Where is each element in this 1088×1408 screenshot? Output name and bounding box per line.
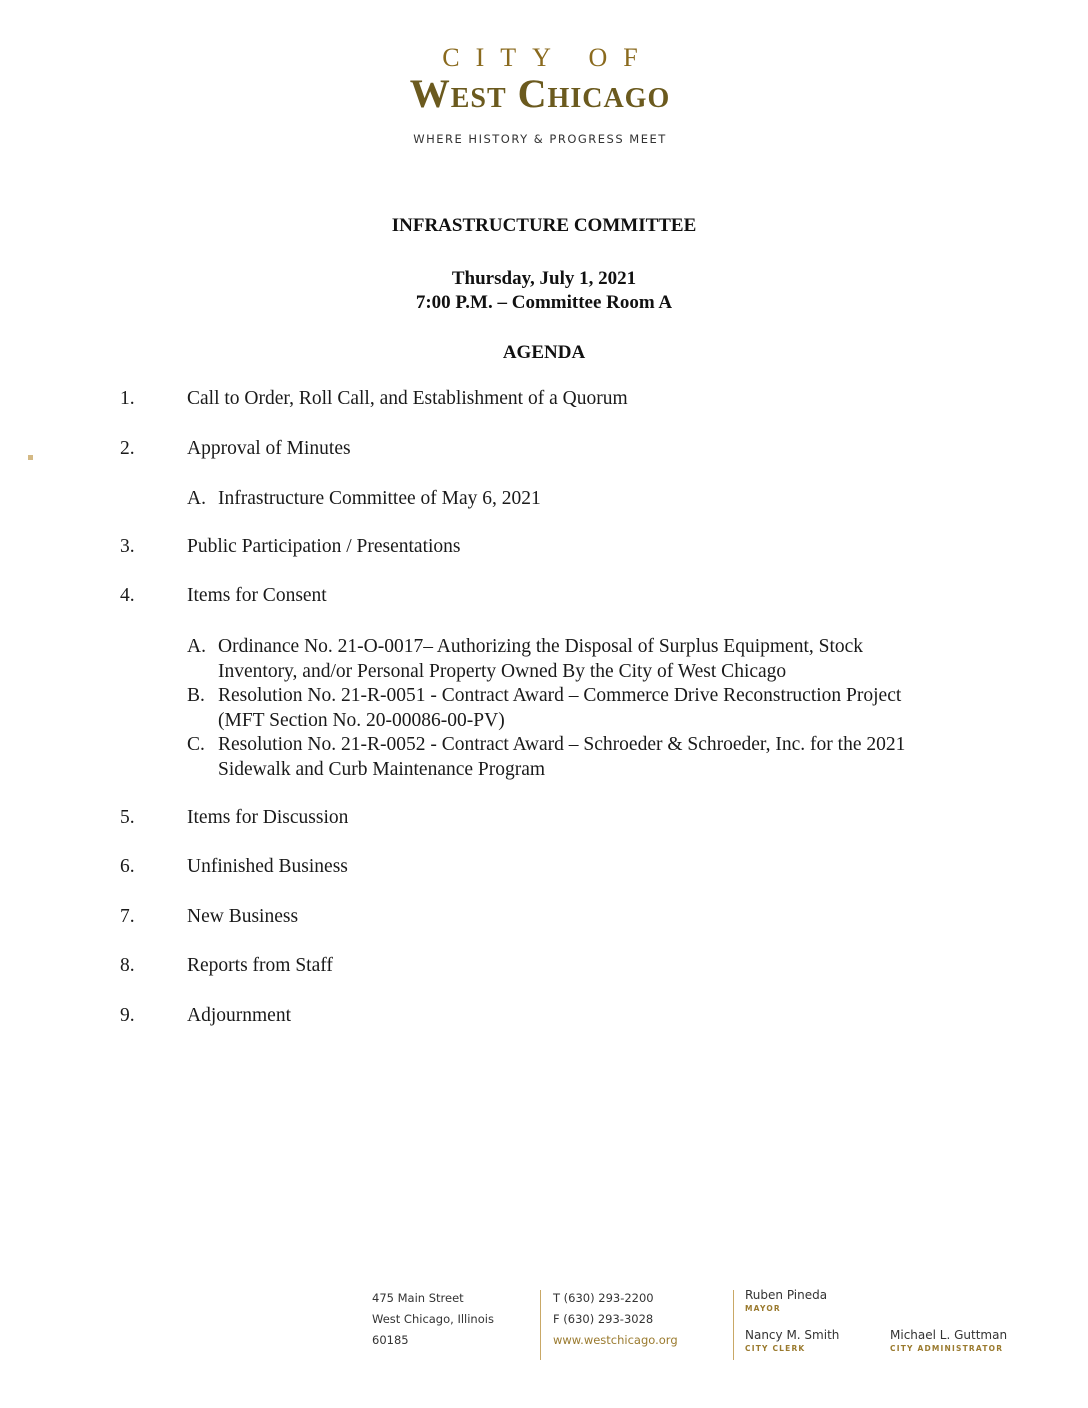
letterhead-city-name: West Chicago [409, 71, 671, 116]
official-role: CITY ADMINISTRATOR [890, 1344, 1004, 1353]
official-role: CITY CLERK [745, 1344, 806, 1353]
agenda-subitem-text: Resolution No. 21-R-0051 - Contract Award – Commerce Drive Reconstruction Project (MFT Section No. 20-00086-00-PV) [218, 685, 902, 731]
footer-phone: T (630) 293-2200 [553, 1291, 654, 1305]
footer-contact [553, 1288, 678, 1351]
footer-street: 475 Main Street [372, 1291, 464, 1305]
agenda-item-number: 6. [120, 856, 135, 877]
letterhead [300, 44, 780, 146]
agenda-item-label: Adjournment [187, 1005, 291, 1026]
agenda-item-number: 9. [120, 1005, 135, 1026]
agenda-item-number: 4. [120, 585, 135, 606]
agenda-subitem [187, 487, 947, 512]
footer-fax: F (630) 293-3028 [553, 1312, 654, 1326]
footer-city: West Chicago, Illinois [372, 1312, 494, 1326]
agenda-subitem [187, 635, 947, 684]
agenda-item-number: 7. [120, 906, 135, 927]
agenda-item-label: Approval of Minutes [187, 438, 351, 459]
agenda-subitem-letter: B. [187, 685, 205, 706]
letterhead-tagline: WHERE HISTORY & PROGRESS MEET [413, 132, 667, 146]
agenda-subitem-text: Infrastructure Committee of May 6, 2021 [218, 488, 541, 509]
meeting-time-place: 7:00 P.M. – Committee Room A [415, 292, 673, 313]
agenda-subitem-text: Resolution No. 21-R-0052 - Contract Award – Schroeder & Schroeder, Inc. for the 2021 Sidewalk and Curb Maintenance Program [218, 734, 906, 780]
agenda-subitem [187, 684, 947, 733]
letterhead-city-of: CITY OF [442, 43, 654, 72]
agenda-item-label: New Business [187, 906, 299, 927]
agenda-item-label: Items for Discussion [187, 807, 349, 828]
official-name: Ruben Pineda [745, 1288, 828, 1302]
committee-title: INFRASTRUCTURE COMMITTEE [391, 215, 697, 236]
agenda-subitem [187, 733, 947, 782]
footer-officials [745, 1288, 839, 1368]
official-name: Michael L. Guttman [890, 1328, 1008, 1342]
agenda-item-number: 2. [120, 438, 135, 459]
agenda-subitem-letter: A. [187, 488, 206, 509]
footer-website-link[interactable]: www.westchicago.org [553, 1333, 678, 1347]
footer-zip: 60185 [372, 1333, 409, 1347]
agenda-item-number: 1. [120, 388, 135, 409]
letterhead-footer [0, 1288, 1088, 1368]
agenda-item-label: Items for Consent [187, 585, 327, 606]
agenda-item-label: Unfinished Business [187, 856, 348, 877]
agenda-heading: AGENDA [502, 342, 586, 363]
agenda-item-label: Call to Order, Roll Call, and Establishment of a Quorum [187, 388, 628, 409]
footer-administrator [890, 1328, 1007, 1368]
agenda-item-label: Reports from Staff [187, 955, 333, 976]
agenda-subitem-text: Ordinance No. 21-O-0017– Authorizing the Disposal of Surplus Equipment, Stock Inventory, and/or Personal Property Owned By the City of West Chicago [218, 636, 864, 682]
scan-speck [28, 455, 33, 460]
agenda-subitem-letter: C. [187, 734, 205, 755]
agenda-item-number: 3. [120, 536, 135, 557]
footer-divider [540, 1290, 541, 1360]
meeting-date: Thursday, July 1, 2021 [451, 268, 637, 289]
agenda-item-label: Public Participation / Presentations [187, 536, 461, 557]
agenda-item-number: 8. [120, 955, 135, 976]
official-role: MAYOR [745, 1304, 781, 1313]
footer-divider [733, 1290, 734, 1360]
agenda-item-number: 5. [120, 807, 135, 828]
agenda-subitem-letter: A. [187, 636, 206, 657]
official-name: Nancy M. Smith [745, 1328, 840, 1342]
footer-address [372, 1288, 494, 1351]
